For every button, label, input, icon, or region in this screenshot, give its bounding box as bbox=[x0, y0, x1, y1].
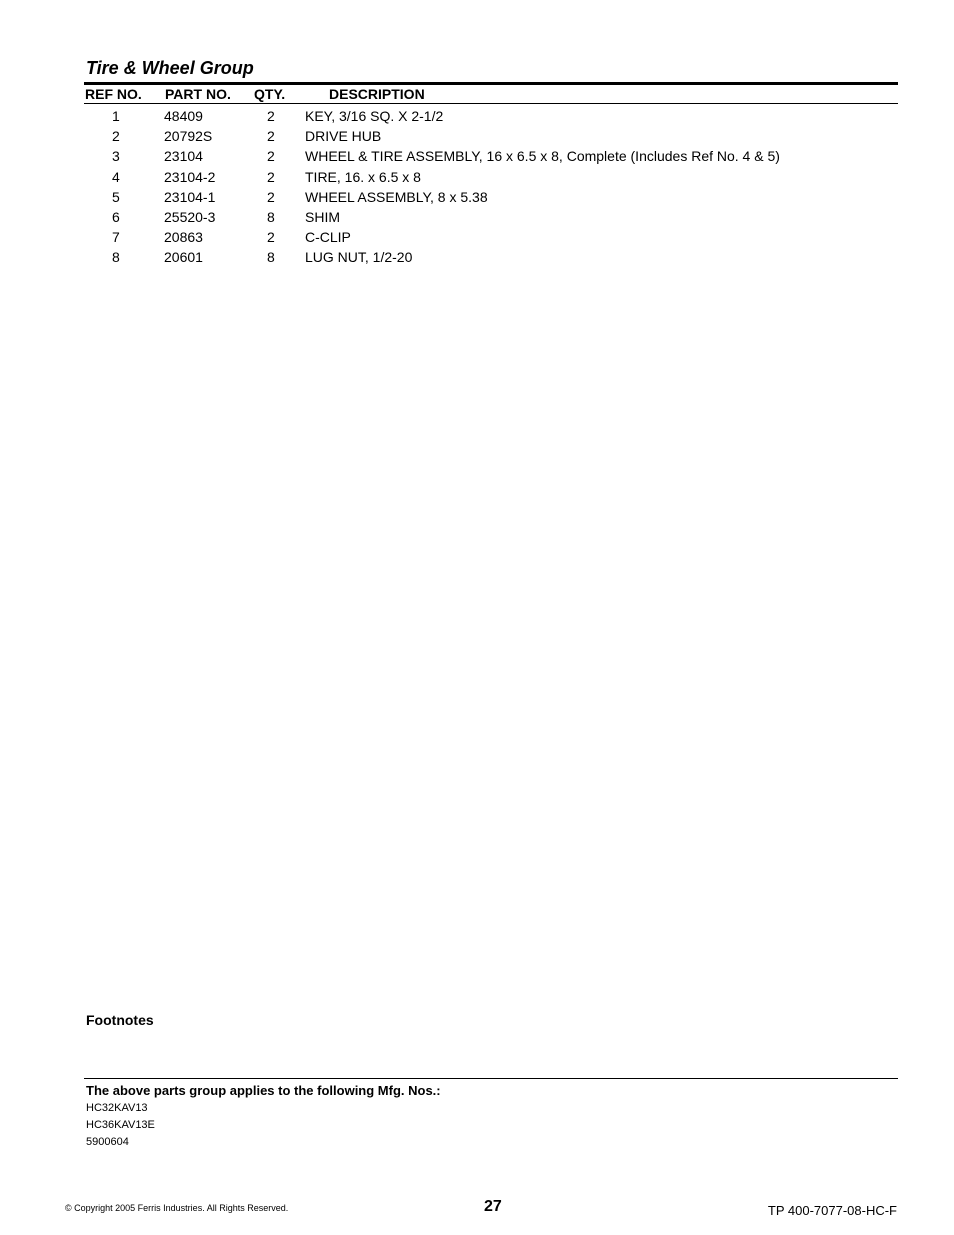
table-row bbox=[84, 128, 898, 148]
description: C-CLIP bbox=[305, 229, 351, 246]
section-title: Tire & Wheel Group bbox=[86, 58, 254, 78]
mfg-number: HC32KAV13 bbox=[86, 1102, 148, 1114]
parts-table-body bbox=[84, 108, 898, 270]
table-row bbox=[84, 249, 898, 269]
mfg-number-list bbox=[86, 1101, 155, 1152]
ref-no: 4 bbox=[112, 168, 120, 185]
title-divider bbox=[84, 82, 898, 85]
qty: 2 bbox=[267, 188, 275, 205]
description: LUG NUT, 1/2-20 bbox=[305, 249, 413, 266]
page-number: 27 bbox=[484, 1198, 502, 1215]
mfg-number: HC36KAV13E bbox=[86, 1119, 155, 1131]
ref-no: 8 bbox=[112, 249, 120, 266]
part-no: 23104-1 bbox=[164, 188, 216, 205]
table-row bbox=[84, 229, 898, 249]
header-ref-no: REF NO. bbox=[85, 86, 142, 102]
qty: 2 bbox=[267, 168, 275, 185]
description: TIRE, 16. x 6.5 x 8 bbox=[305, 168, 421, 185]
ref-no: 5 bbox=[112, 188, 120, 205]
ref-no: 7 bbox=[112, 229, 120, 246]
part-no: 20601 bbox=[164, 249, 203, 266]
copyright-notice: © Copyright 2005 Ferris Industries. All Rights Reserved. bbox=[65, 1203, 289, 1213]
table-row bbox=[84, 169, 898, 189]
ref-no: 3 bbox=[112, 148, 120, 165]
header-description: DESCRIPTION bbox=[329, 86, 425, 102]
qty: 2 bbox=[267, 148, 275, 165]
qty: 8 bbox=[267, 249, 275, 266]
part-no: 20792S bbox=[164, 128, 213, 145]
description: DRIVE HUB bbox=[305, 128, 382, 145]
header-part-no: PART NO. bbox=[165, 86, 231, 102]
footnotes-heading: Footnotes bbox=[86, 1012, 154, 1028]
qty: 2 bbox=[267, 108, 275, 124]
table-row bbox=[84, 209, 898, 229]
part-no: 25520-3 bbox=[164, 208, 216, 225]
description: WHEEL ASSEMBLY, 8 x 5.38 bbox=[305, 188, 488, 205]
part-no: 23104 bbox=[164, 148, 203, 165]
table-header bbox=[84, 86, 898, 103]
description: KEY, 3/16 SQ. X 2-1/2 bbox=[305, 108, 444, 124]
table-row bbox=[84, 108, 898, 128]
table-row bbox=[84, 148, 898, 168]
part-no: 20863 bbox=[164, 229, 203, 246]
document-code: TP 400-7077-08-HC-F bbox=[767, 1203, 897, 1218]
description: WHEEL & TIRE ASSEMBLY, 16 x 6.5 x 8, Complete (Includes Ref No. 4 & 5) bbox=[305, 148, 780, 165]
description: SHIM bbox=[305, 208, 340, 225]
mfg-divider bbox=[84, 1078, 898, 1079]
qty: 2 bbox=[267, 128, 275, 145]
mfg-number: 5900604 bbox=[86, 1136, 129, 1148]
mfg-heading: The above parts group applies to the following Mfg. Nos.: bbox=[86, 1083, 441, 1098]
ref-no: 2 bbox=[112, 128, 120, 145]
part-no: 48409 bbox=[164, 108, 203, 124]
ref-no: 1 bbox=[112, 108, 120, 124]
header-qty: QTY. bbox=[254, 86, 286, 102]
part-no: 23104-2 bbox=[164, 168, 216, 185]
header-divider bbox=[84, 103, 898, 104]
qty: 8 bbox=[267, 208, 275, 225]
qty: 2 bbox=[267, 229, 275, 246]
ref-no: 6 bbox=[112, 208, 120, 225]
table-row bbox=[84, 189, 898, 209]
